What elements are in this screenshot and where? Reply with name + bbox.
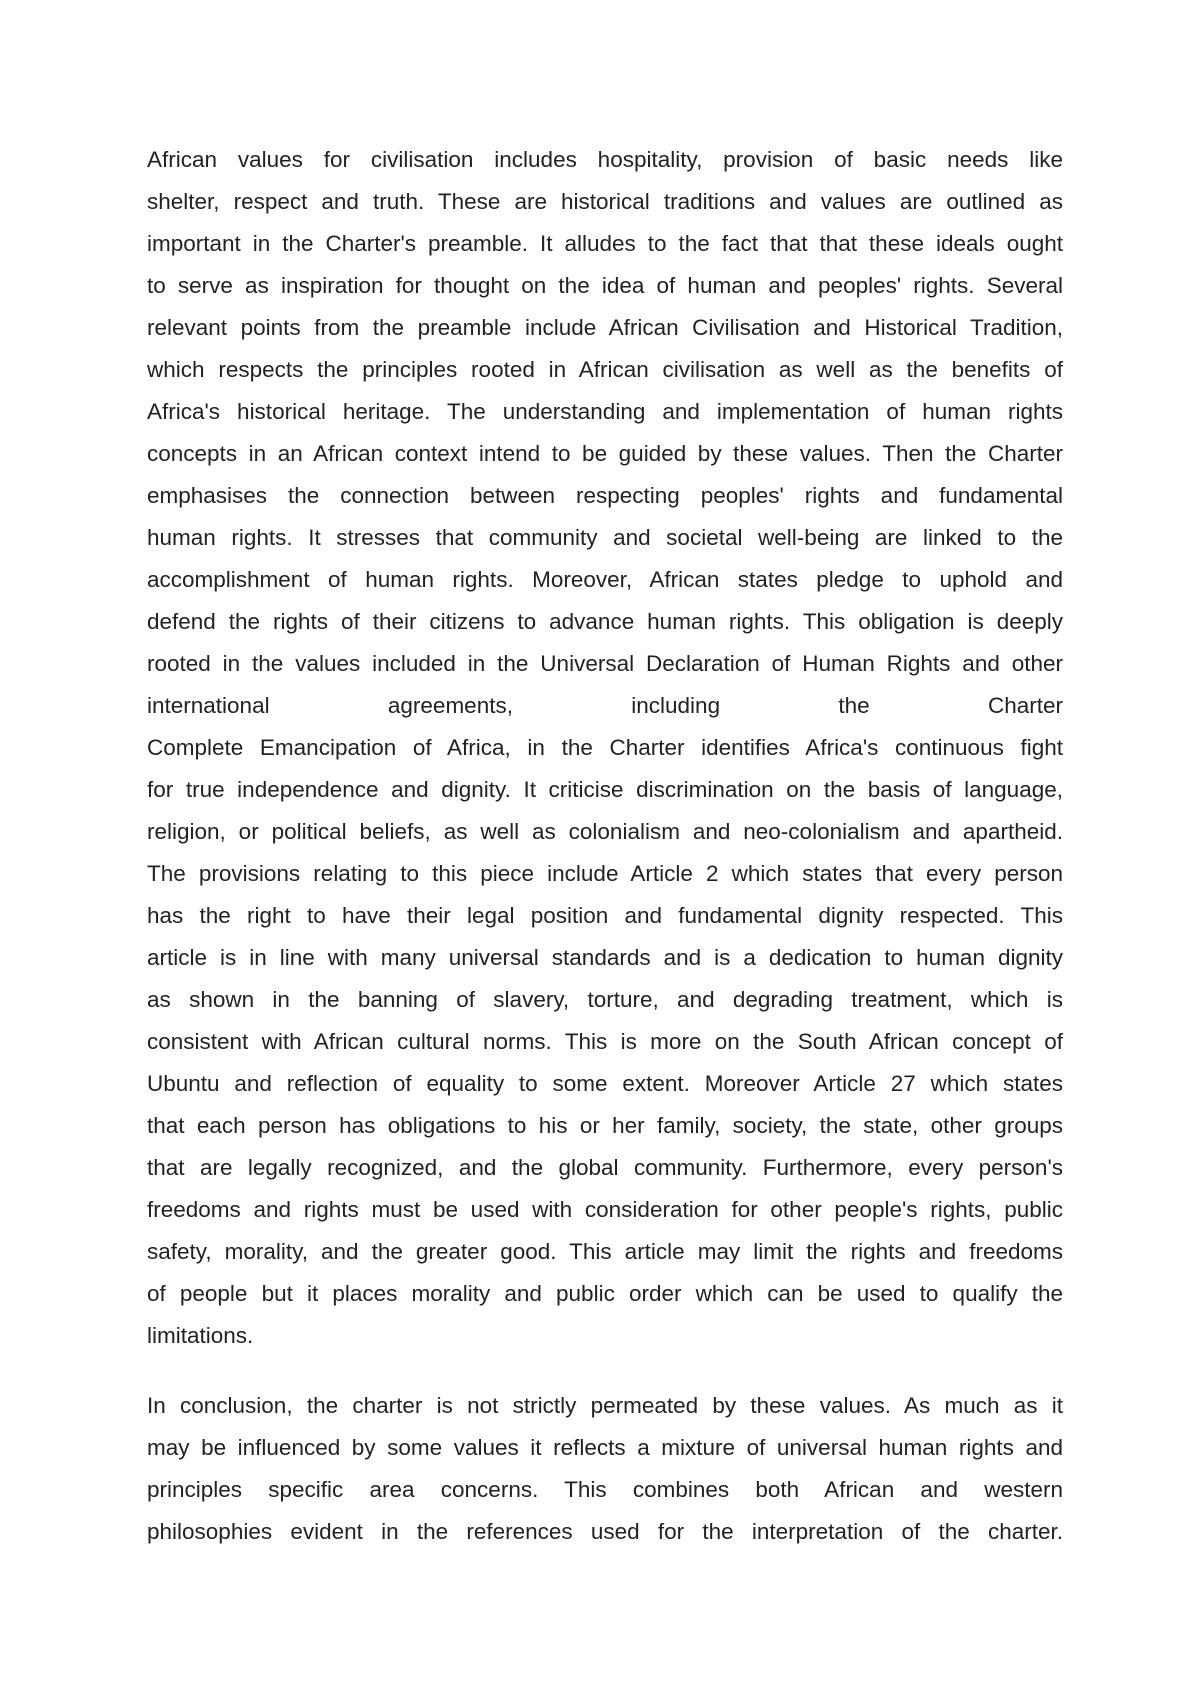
text-line: may be influenced by some values it reflects a mixture of universal human rights and xyxy=(147,1435,1063,1460)
text-line: religion, or political beliefs, as well as colonialism and neo-colonialism and apartheid. xyxy=(147,819,1063,844)
text-line: African values for civilisation includes hospitality, provision of basic needs like xyxy=(147,147,1063,172)
text-line: of people but it places morality and public order which can be used to qualify the xyxy=(147,1281,1063,1306)
text-line: human rights. It stresses that community and societal well-being are linked to the xyxy=(147,525,1063,550)
text-line: has the right to have their legal position and fundamental dignity respected. This xyxy=(147,903,1063,928)
text-line: Africa's historical heritage. The understanding and implementation of human rights xyxy=(147,399,1063,424)
text-line: as shown in the banning of slavery, torture, and degrading treatment, which is xyxy=(147,987,1063,1012)
text-line: that are legally recognized, and the global community. Furthermore, every person's xyxy=(147,1155,1063,1180)
text-line: principles specific area concerns. This combines both African and western xyxy=(147,1477,1063,1502)
text-line: accomplishment of human rights. Moreover, African states pledge to uphold and xyxy=(147,567,1063,592)
text-line: to serve as inspiration for thought on the idea of human and peoples' rights. Several xyxy=(147,273,1063,298)
text-line: concepts in an African context intend to be guided by these values. Then the Charter xyxy=(147,441,1063,466)
text-line: article is in line with many universal standards and is a dedication to human dignity xyxy=(147,945,1063,970)
text-line: shelter, respect and truth. These are historical traditions and values are outlined as xyxy=(147,189,1063,214)
text-line: freedoms and rights must be used with consideration for other people's rights, public xyxy=(147,1197,1063,1222)
text-line: defend the rights of their citizens to advance human rights. This obligation is deeply xyxy=(147,609,1063,634)
text-line: that each person has obligations to his or her family, society, the state, other groups xyxy=(147,1113,1063,1138)
text-line: rooted in the values included in the Universal Declaration of Human Rights and other xyxy=(147,651,1063,676)
text-line: for true independence and dignity. It criticise discrimination on the basis of language, xyxy=(147,777,1063,802)
text-line: Complete Emancipation of Africa, in the Charter identifies Africa's continuous fight xyxy=(147,735,1063,760)
text-line: consistent with African cultural norms. This is more on the South African concept of xyxy=(147,1029,1063,1054)
text-line: international agreements, including the Charter xyxy=(147,693,1063,718)
paragraph xyxy=(147,1385,1063,1553)
text-line: In conclusion, the charter is not strictly permeated by these values. As much as it xyxy=(147,1393,1063,1418)
text-line: safety, morality, and the greater good. This article may limit the rights and freedoms xyxy=(147,1239,1063,1264)
text-line: limitations. xyxy=(147,1323,254,1348)
text-line: Ubuntu and reflection of equality to some extent. Moreover Article 27 which states xyxy=(147,1071,1063,1096)
text-line: which respects the principles rooted in African civilisation as well as the benefits of xyxy=(147,357,1063,382)
text-line: emphasises the connection between respecting peoples' rights and fundamental xyxy=(147,483,1063,508)
text-line: relevant points from the preamble include African Civilisation and Historical Tradition, xyxy=(147,315,1063,340)
text-line: The provisions relating to this piece include Article 2 which states that every person xyxy=(147,861,1063,886)
text-line: philosophies evident in the references used for the interpretation of the charter. xyxy=(147,1519,1063,1544)
paragraph xyxy=(147,139,1063,1357)
text-line: important in the Charter's preamble. It alludes to the fact that that these ideals ought xyxy=(147,231,1063,256)
